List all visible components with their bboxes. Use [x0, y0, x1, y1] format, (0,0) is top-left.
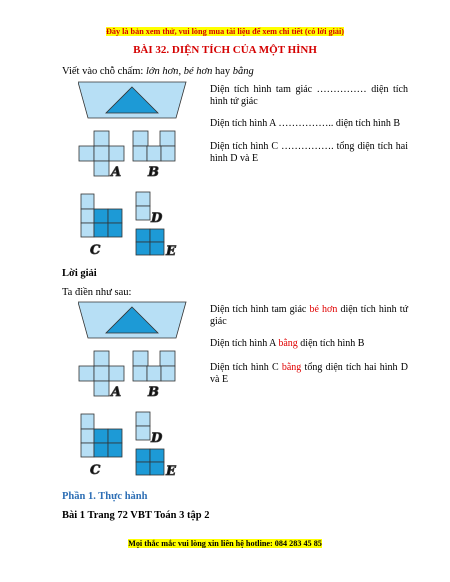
figure-question [78, 80, 190, 262]
shape-e [136, 229, 177, 259]
solution-heading: Lời giải [62, 268, 97, 279]
label-d: D [151, 431, 163, 446]
solution-intro: Ta điền như sau: [62, 287, 132, 298]
shape-e [136, 449, 177, 479]
shape-a [79, 131, 124, 180]
question-1: Diện tích hình tam giác …………… diện tích hình tứ giác [210, 84, 408, 107]
question-2: Diện tích hình A …………….. diện tích hình B [210, 118, 400, 129]
answer-fill: bé hơn [309, 304, 338, 315]
label-e: E [166, 244, 176, 259]
label-b: B [148, 165, 159, 180]
label-c: C [90, 463, 101, 478]
hotline-banner: Mọi thắc mắc vui lòng xin liên hệ hotline: 084 283 45 85 [128, 539, 322, 548]
trapezoid-figure [78, 82, 186, 118]
instruction: Viết vào chỗ chấm: lớn hơn, bé hơn hay bằng [62, 66, 254, 77]
label-e: E [166, 464, 176, 479]
figure-solution [78, 300, 190, 482]
shape-b [133, 351, 175, 400]
answer-fill: bằng [278, 338, 298, 349]
page-title: BÀI 32. DIỆN TÍCH CỦA MỘT HÌNH [133, 44, 317, 56]
preview-banner: Đây là bản xem thử, vui lòng mua tài liệu để xem chi tiết (có lời giải) [105, 27, 344, 36]
label-d: D [151, 211, 163, 226]
answer-fill: bằng [281, 362, 302, 373]
answer-3: Diện tích hình C bằng tổng diện tích hai hình D và E [210, 362, 408, 385]
label-a: A [111, 165, 122, 180]
shape-a [79, 351, 124, 400]
answer-2: Diện tích hình A bằng diện tích hình B [210, 338, 365, 349]
question-3: Diện tích hình C ……………. tổng diện tích hai hình D và E [210, 141, 408, 164]
section-heading: Phần 1. Thực hành [62, 491, 148, 502]
label-c: C [90, 243, 101, 258]
trapezoid-figure [78, 302, 186, 338]
shape-b [133, 131, 175, 180]
shape-c [81, 194, 122, 258]
label-b: B [148, 385, 159, 400]
exercise-heading: Bài 1 Trang 72 VBT Toán 3 tập 2 [62, 510, 210, 521]
label-a: A [111, 385, 122, 400]
shape-d [136, 192, 163, 226]
answer-1: Diện tích hình tam giác bé hơn diện tích hình tứ giác [210, 304, 408, 327]
shape-d [136, 412, 163, 446]
shape-c [81, 414, 122, 478]
